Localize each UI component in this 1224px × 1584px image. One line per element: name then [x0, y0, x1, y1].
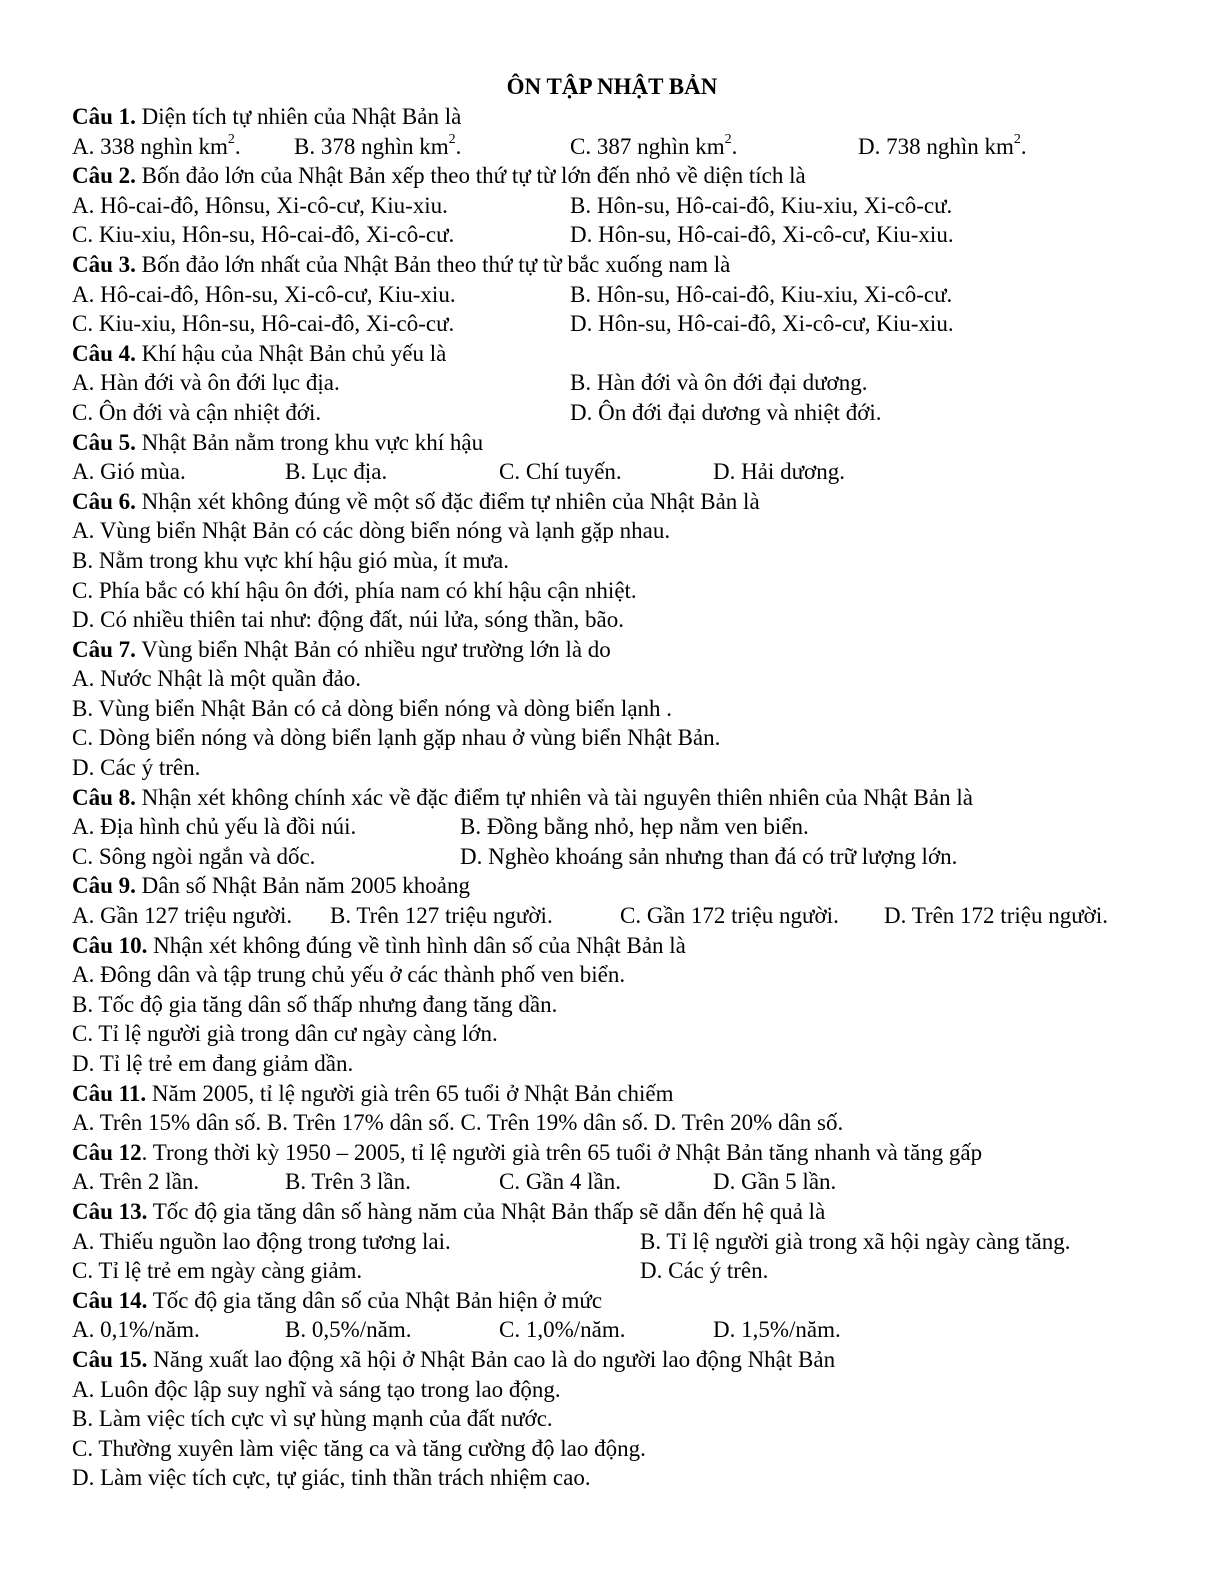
- question-label: Câu 15.: [72, 1346, 148, 1372]
- option-b: B. Hàn đới và ôn đới đại dương.: [570, 370, 868, 396]
- option-b: B. Hôn-su, Hô-cai-đô, Kiu-xiu, Xi-cô-cư.: [570, 192, 953, 218]
- options-row: [72, 457, 1152, 487]
- option-a: A. Địa hình chủ yếu là đồi núi.: [72, 814, 357, 840]
- question-text: . Trong thời kỳ 1950 – 2005, tỉ lệ người già trên 65 tuổi ở Nhật Bản tăng nhanh và tăng gấp: [141, 1139, 983, 1165]
- option-a: A. Trên 2 lần.: [72, 1169, 200, 1195]
- option-b: B. Tỉ lệ người già trong xã hội ngày càng tăng.: [640, 1228, 1071, 1254]
- question-label: Câu 9.: [72, 873, 136, 899]
- option-d: D. Ôn đới đại dương và nhiệt đới.: [570, 399, 882, 425]
- question-label: Câu 11.: [72, 1080, 147, 1106]
- question-text: Tốc độ gia tăng dân số của Nhật Bản hiện ở mức: [147, 1287, 603, 1313]
- question-4: [72, 339, 1152, 369]
- option-b: B. Trên 3 lần.: [285, 1169, 411, 1195]
- question-1: [72, 102, 1152, 132]
- question-3: [72, 250, 1152, 280]
- option-a: A. Gần 127 triệu người.: [72, 903, 293, 929]
- option-c: C. Tỉ lệ trẻ em ngày càng giảm.: [72, 1258, 363, 1284]
- question-8: [72, 783, 1152, 813]
- question-text: Bốn đảo lớn nhất của Nhật Bản theo thứ tự từ bắc xuống nam là: [135, 251, 731, 277]
- question-11: [72, 1079, 1152, 1109]
- option-b: B. 0,5%/năm.: [285, 1317, 412, 1343]
- question-text: Nhận xét không đúng về một số đặc điểm tự nhiên của Nhật Bản là: [135, 488, 760, 514]
- question-label: Câu 13.: [72, 1198, 148, 1224]
- question-text: Tốc độ gia tăng dân số hàng năm của Nhật Bản thấp sẽ dẫn đến hệ quả là: [147, 1198, 826, 1224]
- option-c: C. Gần 172 triệu người.: [620, 903, 839, 929]
- option-c: C. Chí tuyến.: [499, 459, 622, 485]
- option-c: C. Phía bắc có khí hậu ôn đới, phía nam có khí hậu cận nhiệt.: [72, 577, 637, 603]
- question-9: [72, 871, 1152, 901]
- option-d: D. Làm việc tích cực, tự giác, tinh thần trách nhiệm cao.: [72, 1465, 591, 1491]
- option-c: C. Sông ngòi ngắn và dốc.: [72, 843, 316, 869]
- options-row: [72, 398, 1152, 428]
- option-a: A. Thiếu nguồn lao động trong tương lai.: [72, 1228, 451, 1254]
- option-c: C. 1,0%/năm.: [499, 1317, 626, 1343]
- question-text: Nhận xét không chính xác về đặc điểm tự nhiên và tài nguyên thiên nhiên của Nhật Bản là: [135, 784, 973, 810]
- option-d: D. 738 nghìn $km^2$.: [858, 131, 1027, 159]
- option-c: C. Kiu-xiu, Hôn-su, Hô-cai-đô, Xi-cô-cư.: [72, 311, 455, 337]
- option-d: D. Tỉ lệ trẻ em đang giảm dần.: [72, 1051, 354, 1076]
- option-a: A. Hô-cai-đô, Hôn-su, Xi-cô-cư, Kiu-xiu.: [72, 281, 456, 307]
- question-7: [72, 635, 1152, 665]
- option-c: C. Ôn đới và cận nhiệt đới.: [72, 399, 322, 425]
- option-d: D. Có nhiều thiên tai như: động đất, núi lửa, sóng thần, bão.: [72, 607, 624, 633]
- question-label: Câu 14.: [72, 1287, 148, 1313]
- options-row: [72, 280, 1152, 310]
- options-row: [72, 1256, 1152, 1286]
- option-b: B. 378 nghìn $km^2$.: [294, 131, 462, 159]
- page-title: ÔN TẬP NHẬT BẢN: [506, 74, 718, 99]
- options-row: [72, 812, 1152, 842]
- question-label: Câu 8.: [72, 784, 136, 810]
- question-label: Câu 12: [72, 1139, 142, 1165]
- option-b: B. Trên 127 triệu người.: [330, 903, 553, 929]
- question-5: [72, 428, 1152, 458]
- question-text: Diện tích tự nhiên của Nhật Bản là: [135, 104, 462, 129]
- question-15: [72, 1345, 1152, 1375]
- question-6: [72, 487, 1152, 517]
- option-d: D. Hôn-su, Hô-cai-đô, Xi-cô-cư, Kiu-xiu.: [570, 222, 954, 248]
- option-b: B. Hôn-su, Hô-cai-đô, Kiu-xiu, Xi-cô-cư.: [570, 281, 953, 307]
- option-a: A. Hô-cai-đô, Hônsu, Xi-cô-cư, Kiu-xiu.: [72, 192, 448, 218]
- question-text: Dân số Nhật Bản năm 2005 khoảng: [135, 873, 470, 899]
- question-text: Nhận xét không đúng về tình hình dân số của Nhật Bản là: [147, 932, 686, 958]
- option-b: B. Vùng biển Nhật Bản có cả dòng biển nóng và dòng biển lạnh .: [72, 695, 673, 721]
- option-b: B. Lục địa.: [285, 459, 388, 485]
- option-d: D. Gần 5 lần.: [713, 1169, 837, 1195]
- options-row: [72, 901, 1152, 931]
- option-d: D. Trên 172 triệu người.: [884, 903, 1108, 929]
- option-d: D. Các ý trên.: [640, 1258, 769, 1284]
- option-c: C. Kiu-xiu, Hôn-su, Hô-cai-đô, Xi-cô-cư.: [72, 222, 455, 248]
- option-b: B. Nằm trong khu vực khí hậu gió mùa, ít mưa.: [72, 547, 509, 573]
- options-row: [72, 1167, 1152, 1197]
- option-d: D. Nghèo khoáng sản nhưng than đá có trữ lượng lớn.: [460, 843, 958, 869]
- options-row: [72, 1315, 1152, 1345]
- options-row: [72, 220, 1152, 250]
- question-label: Câu 3.: [72, 251, 136, 277]
- options-row: [72, 368, 1152, 398]
- option-a: A. 0,1%/năm.: [72, 1317, 200, 1343]
- question-label: Câu 2.: [72, 163, 136, 189]
- question-label: Câu 10.: [72, 932, 148, 958]
- question-label: Câu 7.: [72, 636, 136, 662]
- question-label: Câu 1.: [72, 104, 136, 129]
- option-a: A. 338 nghìn $km^2$.: [72, 131, 241, 159]
- option-c: C. Gần 4 lần.: [499, 1169, 622, 1195]
- option-b: B. Tốc độ gia tăng dân số thấp nhưng đang tăng dần.: [72, 991, 558, 1017]
- option-d: D. Các ý trên.: [72, 755, 201, 781]
- option-c: C. 387 nghìn $km^2$.: [570, 131, 738, 159]
- question-10: [72, 931, 1152, 961]
- option-a: A. Đông dân và tập trung chủ yếu ở các thành phố ven biển.: [72, 962, 626, 988]
- option-a: A. Hàn đới và ôn đới lục địa.: [72, 370, 340, 396]
- question-13: [72, 1197, 1152, 1227]
- question-14: [72, 1286, 1152, 1316]
- option-c: C. Dòng biển nóng và dòng biển lạnh gặp nhau ở vùng biển Nhật Bản.: [72, 725, 721, 751]
- document-page: [72, 72, 1152, 1493]
- options-row: A. Trên 15% dân số. B. Trên 17% dân số. C. Trên 19% dân số. D. Trên 20% dân số.: [72, 1110, 844, 1136]
- question-label: Câu 5.: [72, 429, 136, 455]
- option-a: A. Gió mùa.: [72, 459, 186, 485]
- option-c: C. Tỉ lệ người già trong dân cư ngày càng lớn.: [72, 1021, 498, 1047]
- option-b: B. Đồng bằng nhỏ, hẹp nằm ven biển.: [460, 814, 809, 840]
- option-d: D. Hải dương.: [713, 459, 845, 485]
- question-text: Bốn đảo lớn của Nhật Bản xếp theo thứ tự từ lớn đến nhỏ về diện tích là: [135, 163, 806, 189]
- option-b: B. Làm việc tích cực vì sự hùng mạnh của đất nước.: [72, 1406, 553, 1432]
- question-text: Vùng biển Nhật Bản có nhiều ngư trường lớn là do: [135, 636, 611, 662]
- options-row: [72, 132, 1152, 162]
- options-row: [72, 309, 1152, 339]
- option-a: A. Luôn độc lập suy nghĩ và sáng tạo trong lao động.: [72, 1376, 561, 1402]
- question-text: Năm 2005, tỉ lệ người già trên 65 tuổi ở Nhật Bản chiếm: [146, 1080, 674, 1106]
- option-d: D. 1,5%/năm.: [713, 1317, 841, 1343]
- options-row: [72, 842, 1152, 872]
- question-text: Khí hậu của Nhật Bản chủ yếu là: [135, 340, 447, 366]
- option-d: D. Hôn-su, Hô-cai-đô, Xi-cô-cư, Kiu-xiu.: [570, 311, 954, 337]
- option-c: C. Thường xuyên làm việc tăng ca và tăng cường độ lao động.: [72, 1435, 646, 1461]
- option-a: A. Vùng biển Nhật Bản có các dòng biển nóng và lạnh gặp nhau.: [72, 518, 671, 544]
- question-12: [72, 1138, 1152, 1168]
- question-label: Câu 4.: [72, 340, 136, 366]
- question-text: Năng xuất lao động xã hội ở Nhật Bản cao là do người lao động Nhật Bản: [147, 1346, 836, 1372]
- question-2: [72, 161, 1152, 191]
- options-row: [72, 191, 1152, 221]
- options-row: [72, 1227, 1152, 1257]
- question-label: Câu 6.: [72, 488, 136, 514]
- option-a: A. Nước Nhật là một quần đảo.: [72, 666, 362, 692]
- question-text: Nhật Bản nằm trong khu vực khí hậu: [135, 429, 484, 455]
